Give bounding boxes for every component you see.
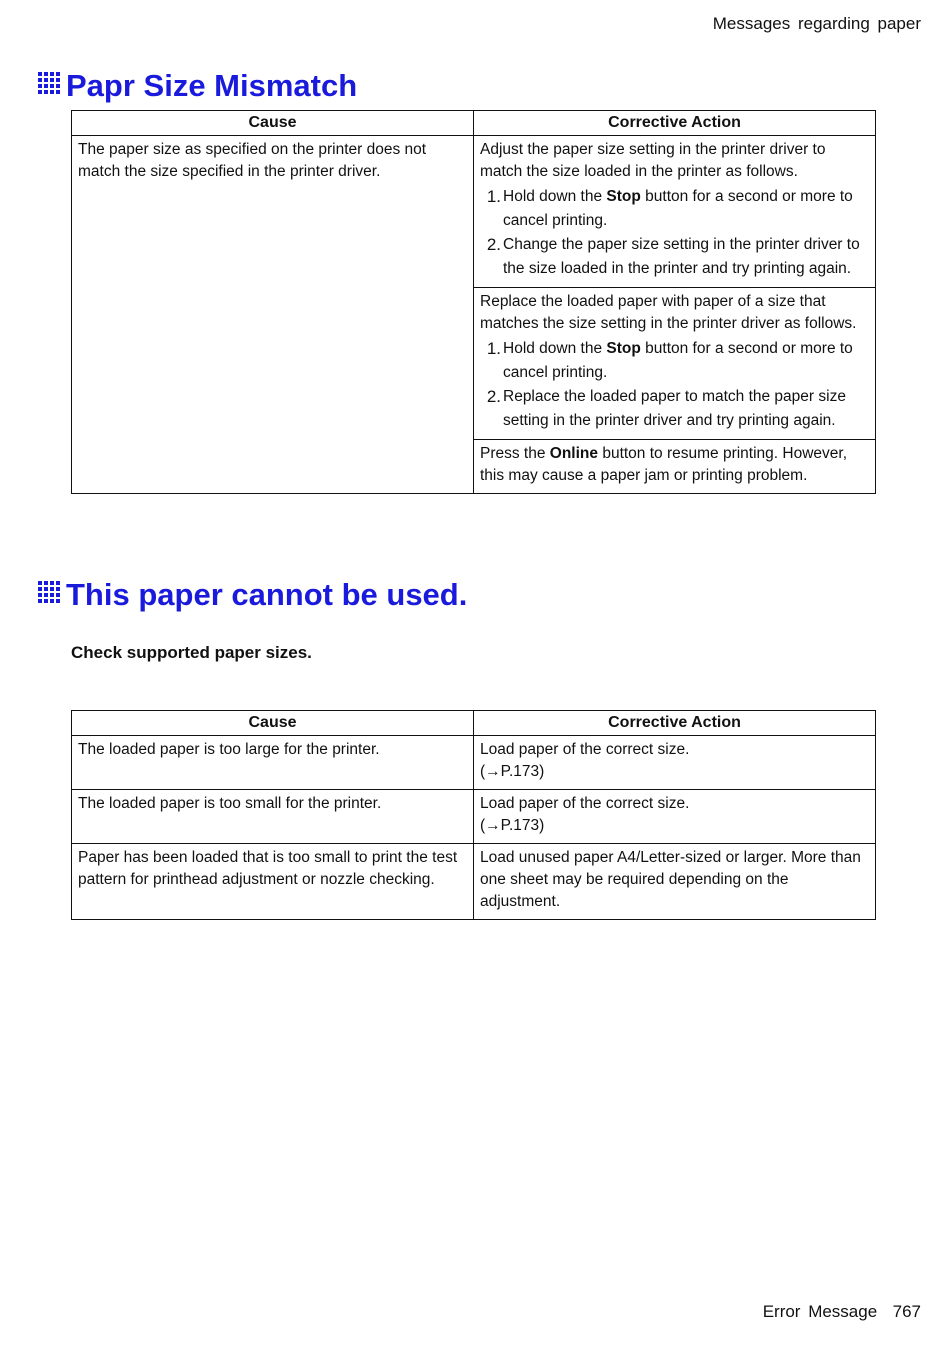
size-mismatch-table	[71, 110, 876, 494]
list-item	[480, 185, 869, 233]
button-name-stop: Stop	[606, 340, 641, 357]
action-cell: Load unused paper A4/Letter-sized or larger. More than one sheet may be required depending on the adjustment.	[474, 844, 876, 920]
section-title-text: This paper cannot be used.	[66, 577, 468, 612]
table-header-row	[72, 111, 876, 136]
action-cell	[474, 288, 876, 440]
subheading: Check supported paper sizes.	[71, 643, 312, 662]
steps-list	[480, 337, 869, 433]
action-intro: Adjust the paper size setting in the printer driver to match the size loaded in the printer as follows.	[480, 141, 826, 180]
step-text: Hold down the Stop button for a second or more to cancel printing.	[503, 188, 853, 229]
step-text: Hold down the Stop button for a second or more to cancel printing.	[503, 340, 853, 381]
action-text: Load paper of the correct size.	[480, 741, 690, 758]
page-reference-link[interactable]: (→P.173)	[480, 763, 545, 780]
step-number: 2.	[486, 235, 501, 254]
list-item	[480, 337, 869, 385]
header-corrective-action: Corrective Action	[474, 111, 876, 136]
table-row	[72, 136, 876, 288]
header-cause: Cause	[72, 711, 474, 736]
step-text: Change the paper size setting in the printer driver to the size loaded in the printer and try printing again.	[503, 236, 860, 277]
action-cell	[474, 136, 876, 288]
cause-cell: Paper has been loaded that is too small to print the test pattern for printhead adjustment or nozzle checking.	[72, 844, 474, 920]
page-footer	[763, 1302, 921, 1322]
action-cell	[474, 736, 876, 790]
cause-cell: The loaded paper is too small for the printer.	[72, 790, 474, 844]
page-reference-link[interactable]: (→P.173)	[480, 817, 545, 834]
button-name-stop: Stop	[606, 188, 641, 205]
page-number: 767	[892, 1302, 921, 1321]
step-number: 1.	[486, 187, 501, 206]
header-corrective-action: Corrective Action	[474, 711, 876, 736]
button-name-online: Online	[549, 445, 599, 462]
grid-icon	[38, 581, 60, 603]
steps-list	[480, 185, 869, 281]
step-number: 2.	[486, 387, 501, 406]
section-title-text: Papr Size Mismatch	[66, 68, 358, 103]
footer-chapter: Error Message	[762, 1302, 878, 1321]
table-header-row	[72, 711, 876, 736]
section-title-cannot-be-used	[38, 579, 467, 610]
action-intro: Replace the loaded paper with paper of a size that matches the size setting in the printer driver as follows.	[480, 293, 857, 332]
table-row	[72, 844, 876, 920]
step-number: 1.	[486, 339, 501, 358]
cause-cell: The paper size as specified on the printer does not match the size specified in the printer driver.	[72, 136, 474, 494]
step-text: Replace the loaded paper to match the paper size setting in the printer driver and try printing again.	[503, 388, 846, 429]
running-header: Messages regarding paper	[712, 14, 921, 33]
cause-cell: The loaded paper is too large for the printer.	[72, 736, 474, 790]
grid-icon	[38, 72, 60, 94]
action-cell: Press the Online button to resume printing. However, this may cause a paper jam or printing problem.	[474, 440, 876, 494]
action-cell	[474, 790, 876, 844]
section-title-size-mismatch	[38, 70, 357, 101]
list-item	[480, 233, 869, 281]
cannot-be-used-table	[71, 710, 876, 920]
table-row	[72, 790, 876, 844]
action-text: Load paper of the correct size.	[480, 795, 690, 812]
table-row	[72, 736, 876, 790]
list-item	[480, 385, 869, 433]
header-cause: Cause	[72, 111, 474, 136]
